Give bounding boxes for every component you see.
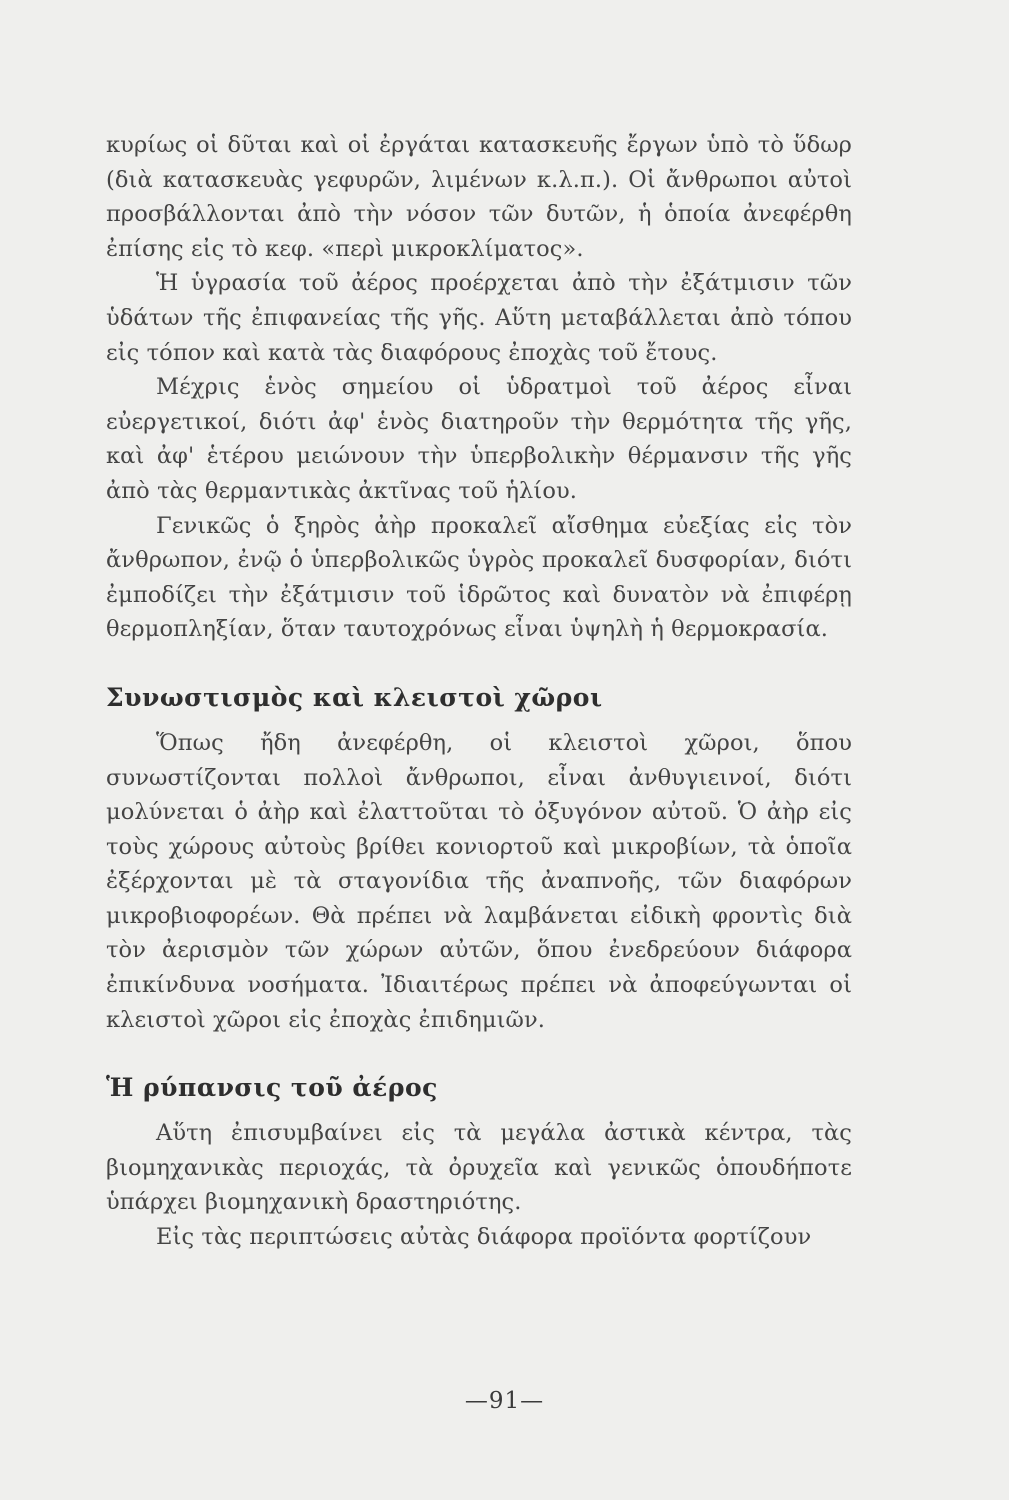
paragraph-dry-air: Γενικῶς ὁ ξηρὸς ἀὴρ προκαλεῖ αἴσθημα εὐεξίας εἰς τὸν ἄνθρωπον, ἐνῷ ὁ ὑπερβολικῶς ὑγρὸς προκαλεῖ δυσφορίαν, διότι ἐμποδίζει τὴν ἐξάτμισιν τοῦ ἱδρῶτος καὶ δυνατὸν νὰ ἐπιφέρῃ θερμοπληξίαν, ὅταν ταυτοχρόνως εἶναι ὑψηλὴ ἡ θερμοκρασία. xyxy=(106,512,852,643)
paragraph-water-vapor: Μέχρις ἑνὸς σημείου οἱ ὑδρατμοὶ τοῦ ἀέρος εἶναι εὐεργετικοί, διότι ἀφ' ἑνὸς διατηροῦν τὴν θερμότητα τῆς γῆς, καὶ ἀφ' ἑτέρου μειώνουν τὴν ὑπερβολικὴν θέρμανσιν τῆς γῆς ἀπὸ τὰς θερμαντικὰς ἀκτῖνας τοῦ ἡλίου. xyxy=(106,374,852,504)
paragraph-pollution-products: Εἰς τὰς περιπτώσεις αὐτὰς διάφορα προϊόντα φορτίζουν xyxy=(156,1224,812,1251)
paragraph-continuation: κυρίως οἱ δῦται καὶ οἱ ἐργάται κατασκευῆς ἔργων ὑπὸ τὸ ὕδωρ (διὰ κατασκευὰς γεφυρῶν, λιμένων κ.λ.π.). Οἱ ἄνθρωποι αὐτοὶ προσβάλλονται ἀπὸ τὴν νόσον τῶν δυτῶν, ἡ ὁποία ἀνεφέρθη ἐπίσης εἰς τὸ κεφ. «περὶ μικροκλίματος». xyxy=(106,132,852,262)
page-body xyxy=(106,128,852,1255)
paragraph-closed-spaces: Ὅπως ἤδη ἀνεφέρθη, οἱ κλειστοὶ χῶροι, ὅπου συνωστίζονται πολλοὶ ἄνθρωποι, εἶναι ἀνθυγιεινοί, διότι μολύνεται ὁ ἀὴρ καὶ ἐλαττοῦται τὸ ὀξυγόνον αὐτοῦ. Ὁ ἀὴρ εἰς τοὺς χώρους αὐτοὺς βρίθει κονιορτοῦ καὶ μικροβίων, τὰ ὁποῖα ἐξέρχονται μὲ τὰ σταγονίδια τῆς ἀναπνοῆς, τῶν διαφόρων μικροβιοφορέων. Θὰ πρέπει νὰ λαμβάνεται εἰδικὴ φροντὶς διὰ τὸν ἀερισμὸν τῶν χώρων αὐτῶν, ὅπου ἐνεδρεύουν διάφορα ἐπικίνδυνα νοσήματα. Ἰδιαιτέρως πρέπει νὰ ἀποφεύγωνται οἱ κλειστοὶ χῶροι εἰς ἐποχὰς ἐπιδημιῶν. xyxy=(106,729,852,1033)
paragraph-pollution-locations: Αὕτη ἐπισυμβαίνει εἰς τὰ μεγάλα ἀστικὰ κέντρα, τὰς βιομηχανικὰς περιοχάς, τὰ ὀρυχεῖα καὶ γενικῶς ὁπουδήποτε ὑπάρχει βιομηχανικὴ δραστηριότης. xyxy=(106,1120,852,1216)
section-heading-air-pollution: Ἡ ρύπανσις τοῦ ἀέρος xyxy=(106,1073,438,1103)
paragraph-humidity: Ἡ ὑγρασία τοῦ ἀέρος προέρχεται ἀπὸ τὴν ἐξάτμισιν τῶν ὑδάτων τῆς ἐπιφανείας τῆς γῆς. Αὕτη μεταβάλλεται ἀπὸ τόπου εἰς τόπον καὶ κατὰ τὰς διαφόρους ἐποχὰς τοῦ ἔτους. xyxy=(106,270,852,366)
section-heading-crowding: Συνωστισμὸς καὶ κλειστοὶ χῶροι xyxy=(106,682,603,712)
page-number: —91— xyxy=(464,1388,545,1414)
